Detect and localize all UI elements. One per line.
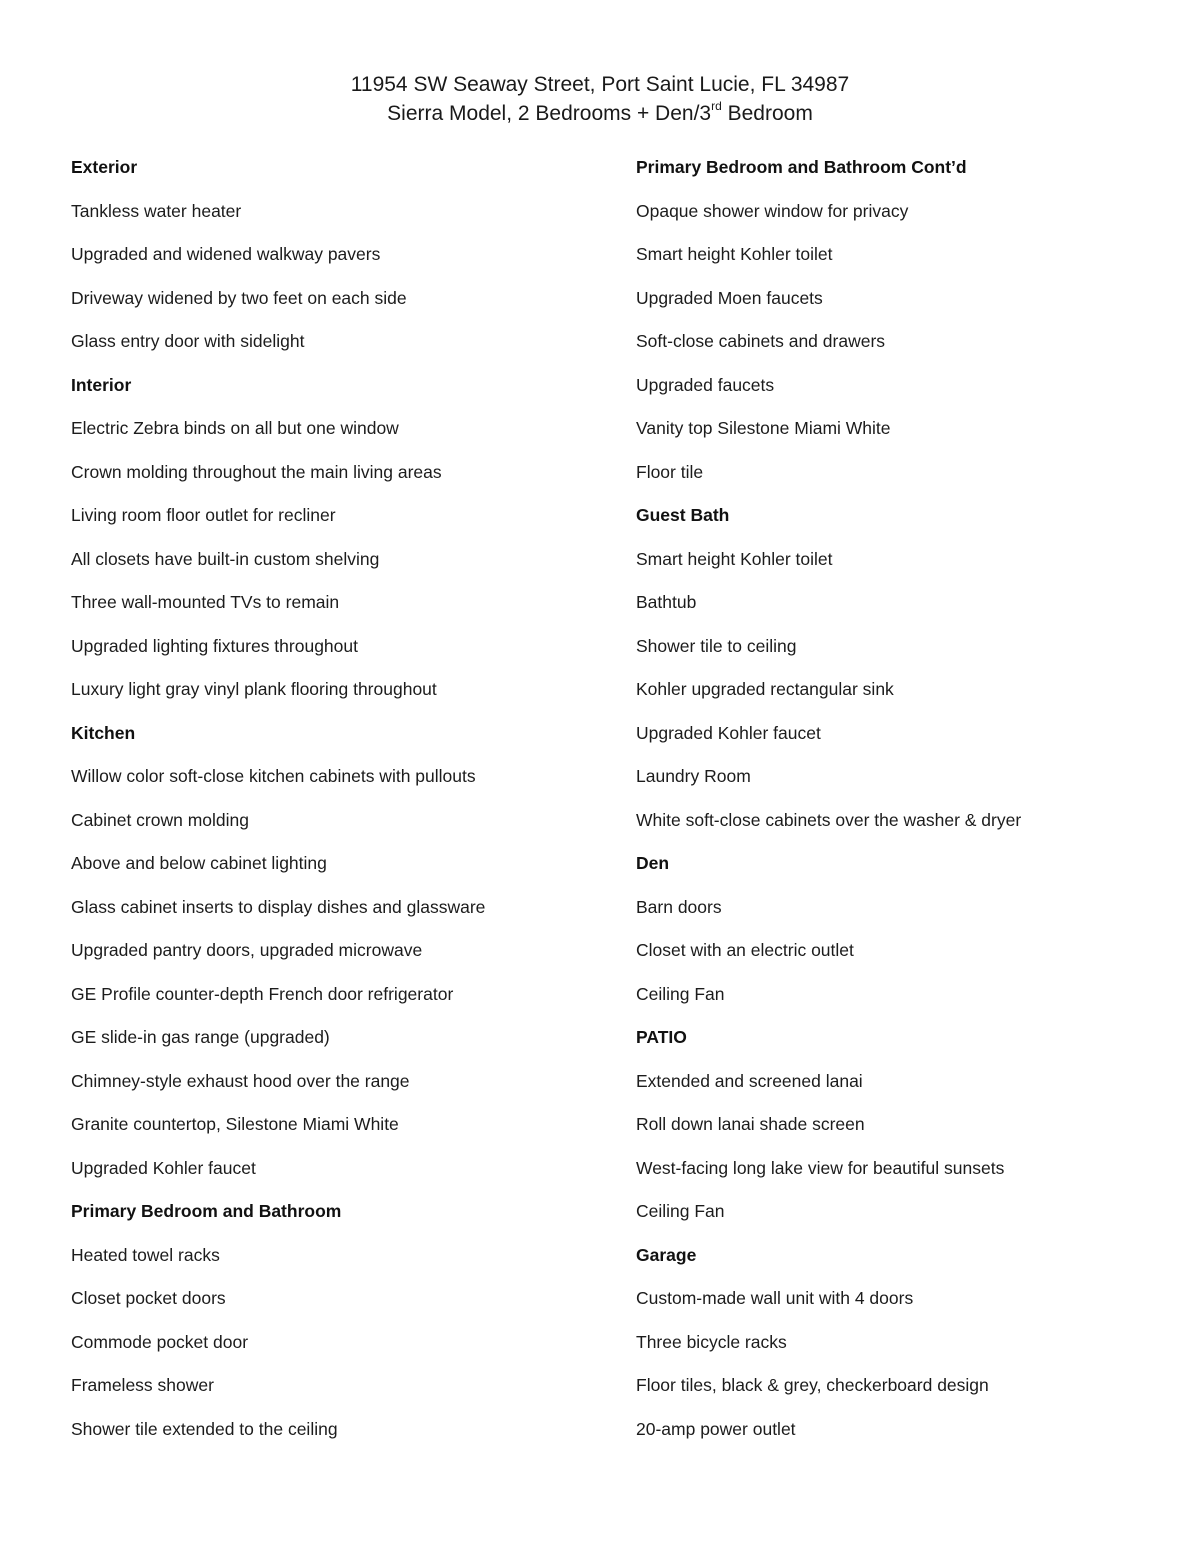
feature-item: Closet with an electric outlet bbox=[636, 940, 854, 960]
feature-item: Upgraded lighting fixtures throughout bbox=[71, 635, 358, 656]
feature-item: Floor tiles, black & grey, checkerboard design bbox=[636, 1375, 989, 1395]
feature-item: Roll down lanai shade screen bbox=[636, 1114, 865, 1134]
feature-item: Luxury light gray vinyl plank flooring throughout bbox=[71, 679, 437, 699]
feature-item: Commode pocket door bbox=[71, 1331, 249, 1352]
feature-item: Upgraded Kohler faucet bbox=[636, 722, 821, 743]
feature-item: Upgraded faucets bbox=[636, 374, 775, 395]
feature-item: GE Profile counter-depth French door refrigerator bbox=[71, 983, 454, 1004]
feature-item: Laundry Room bbox=[636, 766, 751, 786]
feature-item: Barn doors bbox=[636, 896, 722, 917]
feature-item: Smart height Kohler toilet bbox=[636, 548, 833, 569]
feature-item: Three wall-mounted TVs to remain bbox=[71, 592, 340, 612]
feature-item: Shower tile extended to the ceiling bbox=[71, 1418, 338, 1439]
feature-item: Granite countertop, Silestone Miami White bbox=[71, 1114, 399, 1134]
section-heading: Kitchen bbox=[71, 722, 136, 743]
feature-item: All closets have built-in custom shelving bbox=[71, 548, 380, 569]
section-heading: Exterior bbox=[71, 157, 138, 177]
feature-item: Bathtub bbox=[636, 592, 697, 612]
feature-item: Three bicycle racks bbox=[636, 1331, 787, 1352]
feature-item: Chimney-style exhaust hood over the range bbox=[71, 1070, 410, 1091]
feature-item: Living room floor outlet for recliner bbox=[71, 505, 336, 525]
feature-item: Driveway widened by two feet on each side bbox=[71, 287, 407, 308]
feature-item: Shower tile to ceiling bbox=[636, 635, 797, 656]
feature-item: Ceiling Fan bbox=[636, 1201, 725, 1221]
feature-item: Vanity top Silestone Miami White bbox=[636, 418, 891, 438]
feature-item: Extended and screened lanai bbox=[636, 1070, 863, 1091]
section-heading: Primary Bedroom and Bathroom Cont’d bbox=[636, 157, 967, 177]
feature-item: Upgraded pantry doors, upgraded microwave bbox=[71, 940, 423, 960]
feature-item: Kohler upgraded rectangular sink bbox=[636, 679, 894, 699]
left-feature-column bbox=[71, 146, 611, 1451]
feature-item: White soft-close cabinets over the washer & dryer bbox=[636, 809, 1022, 830]
feature-item: Opaque shower window for privacy bbox=[636, 200, 909, 221]
property-address: 11954 SW Seaway Street, Port Saint Lucie, FL 34987 bbox=[350, 73, 850, 96]
feature-item: 20-amp power outlet bbox=[636, 1418, 796, 1439]
model-text-suffix: Bedroom bbox=[721, 102, 813, 125]
feature-item: Ceiling Fan bbox=[636, 983, 725, 1004]
feature-item: Electric Zebra binds on all but one window bbox=[71, 418, 399, 438]
feature-item: Glass cabinet inserts to display dishes and glassware bbox=[71, 896, 486, 917]
feature-item: Crown molding throughout the main living areas bbox=[71, 461, 442, 482]
section-heading: PATIO bbox=[636, 1027, 687, 1047]
feature-item: Upgraded and widened walkway pavers bbox=[71, 244, 381, 264]
feature-item: Frameless shower bbox=[71, 1375, 214, 1395]
feature-item: Tankless water heater bbox=[71, 200, 242, 221]
feature-item: GE slide-in gas range (upgraded) bbox=[71, 1027, 330, 1047]
ordinal-superscript: rd bbox=[711, 99, 722, 113]
feature-item: Above and below cabinet lighting bbox=[71, 853, 327, 873]
section-heading: Interior bbox=[71, 374, 132, 395]
feature-item: Cabinet crown molding bbox=[71, 809, 250, 830]
feature-item: Willow color soft-close kitchen cabinets with pullouts bbox=[71, 766, 476, 786]
feature-item: Closet pocket doors bbox=[71, 1288, 226, 1308]
document-header bbox=[0, 70, 1200, 128]
section-heading: Guest Bath bbox=[636, 505, 730, 525]
feature-item: Upgraded Kohler faucet bbox=[71, 1157, 256, 1178]
feature-item: Floor tile bbox=[636, 461, 704, 482]
feature-item: Glass entry door with sidelight bbox=[71, 331, 305, 351]
section-heading: Den bbox=[636, 853, 670, 873]
feature-item: West-facing long lake view for beautiful sunsets bbox=[636, 1157, 1005, 1178]
section-heading: Garage bbox=[636, 1244, 697, 1265]
feature-item: Smart height Kohler toilet bbox=[636, 244, 833, 264]
section-heading: Primary Bedroom and Bathroom bbox=[71, 1201, 342, 1221]
feature-item: Custom-made wall unit with 4 doors bbox=[636, 1288, 914, 1308]
right-feature-column bbox=[636, 146, 1176, 1451]
feature-item: Soft-close cabinets and drawers bbox=[636, 331, 886, 351]
model-text: Sierra Model, 2 Bedrooms + Den/3 bbox=[387, 102, 712, 125]
property-model-line bbox=[0, 99, 1200, 128]
feature-item: Upgraded Moen faucets bbox=[636, 287, 823, 308]
feature-item: Heated towel racks bbox=[71, 1244, 220, 1265]
